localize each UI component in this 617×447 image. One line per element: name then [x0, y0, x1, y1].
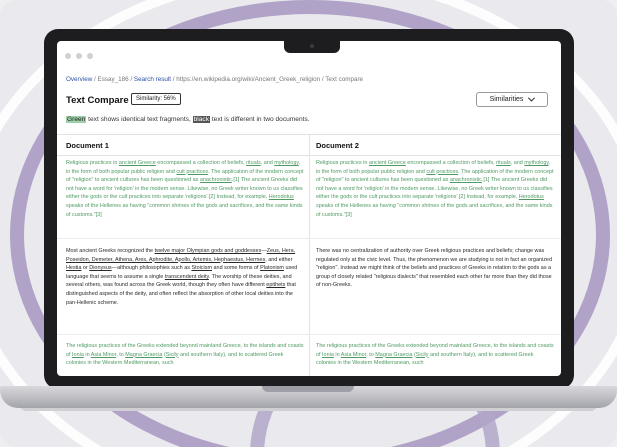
text-fragment: speaks of the Hellenes as having "common shrines of the gods and sacrifices, and the same kinds of customs."[3] [66, 202, 303, 218]
text-fragment: ( [162, 351, 166, 358]
link[interactable]: Platonism [260, 265, 284, 272]
legend-text: text is different in two documents. [210, 116, 310, 123]
link[interactable]: anachronistic [199, 177, 232, 184]
link[interactable]: Herodotus [268, 194, 294, 201]
breadcrumb [66, 76, 363, 83]
text-fragment: , and [510, 160, 525, 166]
window-dot-icon[interactable] [76, 53, 82, 59]
legend [66, 116, 310, 123]
text-fragment: encompassed a collection of beliefs, [405, 160, 497, 166]
laptop-base-notch [262, 386, 354, 392]
link[interactable]: twelve major Olympian gods and goddesses [154, 248, 262, 254]
row-divider [57, 334, 561, 335]
text-fragment: that distinguished aspects of the deity, and often reflect the absorption of other local deities into the pan-Hellenic scheme. [66, 282, 296, 306]
legend-green-sample: Green [67, 116, 86, 123]
breadcrumb-url[interactable]: https://en.wikipedia.org/wiki/Ancient_Greek_religion [176, 76, 321, 83]
link[interactable]: Ionia [72, 351, 84, 358]
similarities-dropdown-label: Similarities [489, 96, 524, 103]
camera-icon [310, 44, 314, 48]
text-fragment: and some forms of [212, 265, 261, 272]
link[interactable]: Hestia [66, 265, 82, 272]
text-fragment: —although philosophies such as [111, 265, 192, 272]
text-fragment: encompassed a collection of beliefs, [155, 160, 247, 166]
text-fragment: .[1] The ancient Greeks did not have a word for 'religion' in the modern sense. Likewise, no Greek writer known to us classifies either the gods or the cult practices into separate 'religions'.[2] Instead, for example, [66, 177, 303, 201]
doc2-header: Document 2 [316, 141, 359, 150]
link[interactable]: rituals [496, 160, 511, 166]
text-fragment: used language that seems to assume a single [66, 265, 298, 280]
row-divider [57, 238, 561, 239]
link[interactable]: Asia Minor [340, 351, 367, 358]
text-fragment: , and [260, 160, 275, 166]
column-divider [309, 134, 310, 376]
window-controls [65, 53, 93, 59]
doc2-paragraph-2: There was no centralization of authority over Greek religious practices and beliefs; change was regulated only at the civic level. Thus, the phenomenon we are studying is not in fact an organized "religion". Instead we might think of the beliefs and practices of Greeks in relation to the gods as a group of closely related "religious dialects" that resembled each other far more than they did those of non-Greeks. [316, 248, 552, 289]
legend-black-sample: black [193, 116, 210, 123]
text-fragment: , to [116, 351, 126, 358]
doc1-header: Document 1 [66, 141, 109, 150]
doc1-paragraph-2 [66, 247, 304, 307]
breadcrumb-separator: / [171, 76, 177, 83]
breadcrumb-separator: / [92, 76, 98, 83]
link[interactable]: Stoicism [191, 265, 213, 272]
text-fragment: , in the form of both popular public religion and [316, 160, 551, 175]
doc2-paragraph-1 [316, 159, 554, 219]
text-fragment: and southern Italy), and to scattered Greek colonies in the Western Mediterranean, such [66, 351, 284, 367]
text-fragment: . The application of the modern concept of "religion" to ancient cultures has been questioned as [316, 168, 554, 184]
camera-notch [284, 39, 340, 53]
text-fragment: The religious practices of the Greeks extended beyond mainland Greece, to the islands and coasts of [66, 343, 304, 358]
link[interactable]: mythology [524, 160, 549, 166]
text-fragment: , and either [265, 256, 293, 263]
breadcrumb-essay[interactable]: Essay_186 [97, 76, 129, 83]
link[interactable]: Magna Graecia [125, 351, 163, 358]
breadcrumb-current: Text compare [325, 76, 364, 83]
text-fragment: Religious practices in [316, 160, 369, 166]
text-fragment: in [333, 351, 341, 358]
link[interactable]: Sicily [165, 351, 179, 358]
link[interactable]: ancient Greece [118, 160, 156, 166]
similarity-badge: Similarity: 56% [131, 93, 181, 105]
breadcrumb-separator: / [128, 76, 134, 83]
window-dot-icon[interactable] [65, 53, 71, 59]
text-fragment: ( [412, 351, 416, 358]
text-fragment: Religious practices in [66, 160, 119, 166]
link[interactable]: cult practices [426, 168, 459, 175]
text-fragment: in [83, 351, 91, 358]
doc1-paragraph-1 [66, 159, 304, 219]
app-window [57, 41, 561, 376]
link[interactable]: cult practices [176, 168, 209, 175]
link[interactable]: Sicily [415, 351, 429, 358]
link[interactable]: Asia Minor [90, 351, 117, 358]
link[interactable]: Dionysus [89, 265, 112, 272]
link[interactable]: ancient Greece [368, 160, 406, 166]
text-fragment: Most ancient Greeks recognized the [66, 248, 155, 254]
link[interactable]: anachronistic [449, 177, 482, 184]
text-fragment: , to [366, 351, 376, 358]
link[interactable]: Ionia [322, 351, 334, 358]
breadcrumb-search-result[interactable]: Search result [133, 76, 172, 83]
page-title: Text Compare [66, 95, 129, 106]
link[interactable]: epithets [266, 282, 286, 289]
link[interactable]: transcendent deity [164, 273, 209, 280]
chevron-down-icon [528, 95, 535, 102]
text-fragment: . The worship of these deities, and several others, was found across the Greek world, though they often have different [66, 273, 292, 289]
breadcrumb-separator: / [320, 76, 326, 83]
link[interactable]: Zeus, Hera, Poseidon, Demeter, Athena, Ares, Aphrodite, Apollo, Artemis, Hephaestus, Hermes [66, 248, 296, 263]
link[interactable]: Magna Graecia [375, 351, 413, 358]
text-fragment: The religious practices of the Greeks extended beyond mainland Greece, to the islands and coasts of [316, 343, 554, 358]
text-fragment: and southern Italy), and to scattered Greek colonies in the Western Mediterranean, such [316, 351, 534, 367]
text-fragment: . The application of the modern concept of "religion" to ancient cultures has been questioned as [66, 168, 304, 184]
link[interactable]: mythology [274, 160, 299, 166]
text-fragment: or [81, 265, 90, 272]
window-dot-icon[interactable] [87, 53, 93, 59]
text-fragment: , in the form of both popular public religion and [66, 160, 301, 175]
link[interactable]: Herodotus [518, 194, 544, 201]
text-fragment: speaks of the Hellenes as having "common shrines of the gods and sacrifices, and the same kinds of customs."[3] [316, 202, 553, 218]
doc1-paragraph-3 [66, 342, 304, 368]
similarities-dropdown[interactable] [476, 92, 548, 107]
text-fragment: — [261, 248, 267, 254]
divider [57, 155, 561, 156]
breadcrumb-overview[interactable]: Overview [66, 76, 93, 83]
doc2-paragraph-3 [316, 342, 554, 368]
text-fragment: .[1] The ancient Greeks did not have a word for 'religion' in the modern sense. Likewise, no Greek writer known to us classifies either the gods or the cult practices into separate 'religions'.[2] Instead, for example, [316, 177, 553, 201]
link[interactable]: rituals [246, 160, 261, 166]
legend-text: text shows identical text fragments, [86, 116, 193, 123]
